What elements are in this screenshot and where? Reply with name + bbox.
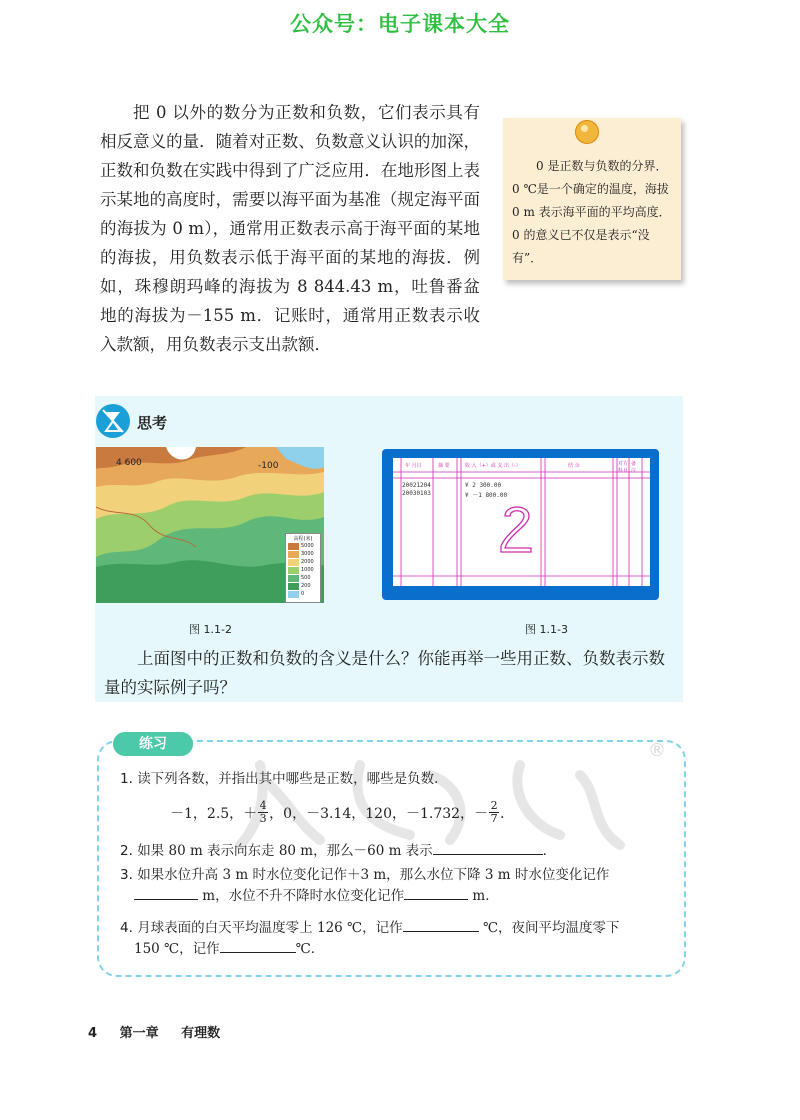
- think-icon: [96, 404, 130, 438]
- exercise-item-3: [120, 865, 670, 906]
- item-text: ℃．: [295, 941, 325, 957]
- think-question: 上面图中的正数和负数的含义是什么？你能再举一些用正数、负数表示数量的实际例子吗？: [104, 649, 665, 697]
- item-number: 1.: [120, 771, 133, 787]
- legend-level: 3000: [301, 551, 314, 557]
- answer-blank[interactable]: [403, 917, 479, 932]
- answer-blank[interactable]: [433, 840, 543, 855]
- figure-caption-1: 图 1.1-2: [189, 623, 232, 636]
- registered-mark: ®: [648, 740, 666, 761]
- ledger-amount: ¥ －1 800.00: [465, 492, 508, 499]
- number-list-end: ．: [500, 805, 515, 822]
- note-text: 0 是正数与负数的分界．0 ℃是一个确定的温度，海拔 0 m 表示海平面的平均高度．0 的意义已不仅是表示“没有”．: [512, 159, 671, 265]
- item-number: 2.: [120, 843, 133, 859]
- number-list: [170, 800, 514, 825]
- legend-level: 0: [301, 591, 305, 597]
- item-number: 4.: [120, 920, 133, 936]
- item-text: m，水位不升不降时水位变化记作: [202, 888, 405, 904]
- frac-numerator: 4: [259, 799, 267, 812]
- ledger-header: 对方 科目: [618, 461, 629, 474]
- number-list-b: ，0，－3.14，120，－1.732，－: [269, 805, 489, 822]
- figure-caption-2: 图 1.1-3: [525, 623, 568, 636]
- ledger-page: [393, 458, 650, 586]
- basin-label: -100: [258, 461, 279, 471]
- frac-denominator: 3: [259, 812, 267, 825]
- item-text: 如果 80 m 表示向东走 80 m，那么－60 m 表示: [137, 843, 433, 859]
- page-footer: [88, 1022, 238, 1041]
- pushpin-icon: [575, 120, 599, 144]
- ledger-date: 20021204: [402, 482, 431, 489]
- legend-level: 500: [301, 575, 311, 581]
- fraction-4-3: [258, 800, 268, 825]
- legend-level: 1000: [301, 567, 314, 573]
- ledger-header: 收 入（+）或 支 出（-）: [465, 463, 521, 469]
- ledger-header: 年 月日: [405, 463, 422, 469]
- ledger-header: 备 注: [631, 461, 637, 474]
- legend-level: 2000: [301, 559, 314, 565]
- frac-numerator: 2: [490, 799, 498, 812]
- peak-label: 4 600: [116, 458, 142, 468]
- watermark: 公众号：电子课本大全: [290, 12, 510, 36]
- ledger-amount: ¥ 2 300.00: [465, 482, 502, 489]
- legend-level: 200: [301, 583, 311, 589]
- answer-blank[interactable]: [220, 938, 296, 953]
- item-text: 读下列各数，并指出其中哪些是正数，哪些是负数．: [137, 771, 448, 787]
- item-text-end: ．: [542, 843, 557, 859]
- main-text: 把 0 以外的数分为正数和负数，它们表示具有相反意义的量．随着对正数、负数意义认识的加深，正数和负数在实践中得到了广泛应用．在地形图上表示某地的高度时，需要以海平面为基准（规定海平面的海拔为 0 m），通常用正数表示高于海平面的某地的海拔，用负数表示低于海平面的某地的海拔．例如，珠穆朗玛峰的海拔为 8 844.43 m，吐鲁番盆地的海拔为－155 m．记账时，通常用正数表示收入款额，用负数表示支出款额．: [100, 103, 480, 354]
- frac-denominator: 7: [490, 812, 498, 825]
- ledger-date: 20030103: [402, 490, 431, 497]
- think-label: 思考: [137, 414, 168, 432]
- page-number: 4: [88, 1026, 98, 1041]
- map-legend: [285, 533, 321, 603]
- ledger-header: 摘 要: [438, 463, 450, 469]
- item-text: ℃，夜间平均温度零下: [482, 920, 620, 936]
- answer-blank[interactable]: [404, 885, 468, 900]
- main-paragraph: [100, 98, 480, 359]
- item-number: 3.: [120, 867, 133, 883]
- chapter-number: 第一章: [119, 1026, 159, 1041]
- exercise-item-2: [120, 840, 556, 861]
- legend-level: 5000: [301, 543, 314, 549]
- chapter-title: 有理数: [181, 1026, 221, 1041]
- exercise-item-4: [120, 917, 680, 959]
- item-text: 如果水位升高 3 m 时水位变化记作＋3 m，那么水位下降 3 m 时水位变化记作: [137, 867, 610, 883]
- answer-blank[interactable]: [134, 885, 198, 900]
- legend-title: 高程(米): [293, 536, 313, 542]
- fraction-2-7: [489, 800, 499, 825]
- item-text: m．: [472, 888, 499, 904]
- exercise-item-1: [120, 769, 448, 789]
- item-text: 月球表面的白天平均温度零上 126 ℃，记作: [137, 920, 403, 936]
- exercise-tab: 练习: [113, 732, 193, 756]
- ledger-header: 结 余: [568, 463, 580, 469]
- number-list-a: －1，2.5，＋: [170, 805, 258, 822]
- item-text: 150 ℃，记作: [134, 941, 220, 957]
